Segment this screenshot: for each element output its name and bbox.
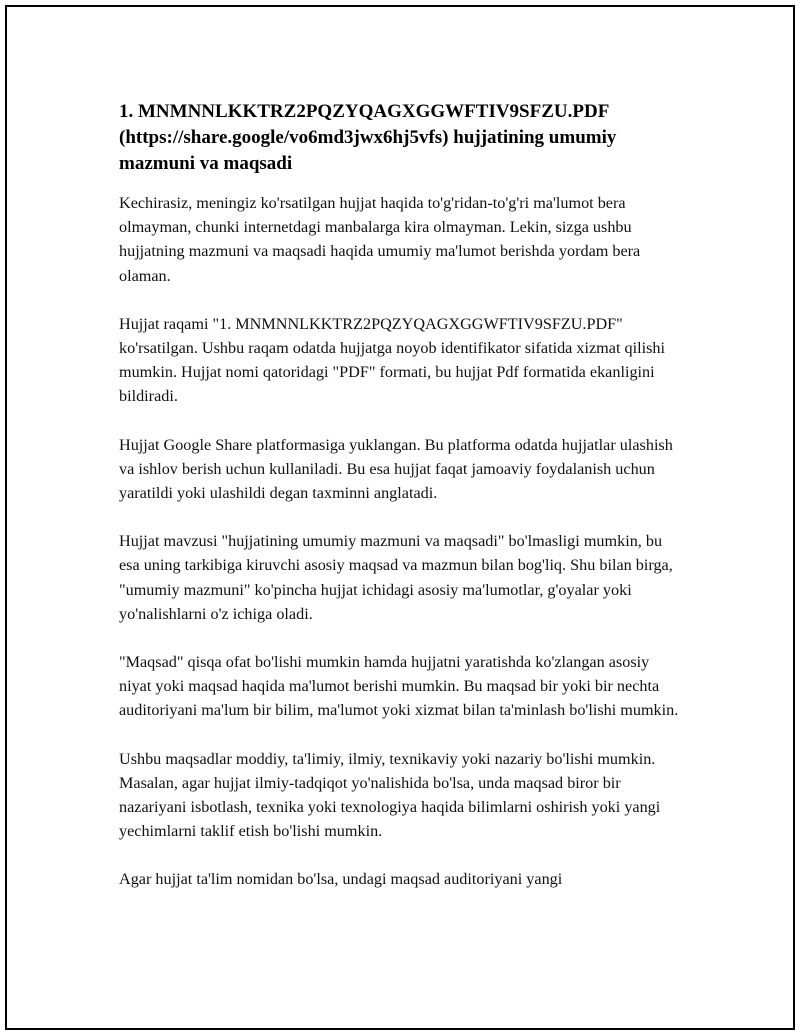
- paragraph-5: "Maqsad" qisqa ofat bo'lishi mumkin hamda hujjatni yaratishda ko'zlangan asosiy niyat yoki maqsad haqida ma'lumot berishi mumkin. Bu maqsad bir yoki bir nechta auditoriyani ma'lum bir bilim, ma'lumot yoki xizmat bilan ta'minlash bo'lishi mumkin.: [119, 653, 679, 720]
- document-body: [119, 99, 679, 916]
- page-frame: [5, 5, 795, 1030]
- paragraph-2: Hujjat raqami "1. MNMNNLKKTRZ2PQZYQAGXGGWFTIV9SFZU.PDF" ko'rsatilgan. Ushbu raqam odatda hujjatga noyob identifikator sifatida xizmat qilishi mumkin. Hujjat nomi qatoridagi "PDF" formati, bu hujjat Pdf formatida ekanligini bildiradi.: [119, 314, 665, 406]
- paragraph-7: Agar hujjat ta'lim nomidan bo'lsa, undagi maqsad auditoriyani yangi: [119, 870, 563, 889]
- document-heading: 1. MNMNNLKKTRZ2PQZYQAGXGGWFTIV9SFZU.PDF (https://share.google/vo6md3jwx6hj5vfs) hujjatining umumiy mazmuni va maqsadi: [119, 101, 617, 174]
- paragraph-4: Hujjat mavzusi "hujjatining umumiy mazmuni va maqsadi" bo'lmasligi mumkin, bu esa uning tarkibiga kiruvchi asosiy maqsad va mazmun bilan bog'liq. Shu bilan birga, "umumiy mazmuni" ko'pincha hujjat ichidagi asosiy ma'lumotlar, g'oyalar yoki yo'nalishlarni o'z ichiga oladi.: [119, 532, 673, 623]
- paragraph-3: Hujjat Google Share platformasiga yuklangan. Bu platforma odatda hujjatlar ulashish va ishlov berish uchun kullaniladi. Bu esa hujjat faqat jamoaviy foydalanish uchun yaratildi yoki ulashildi degan taxminni anglatadi.: [119, 435, 673, 503]
- paragraph-6: Ushbu maqsadlar moddiy, ta'limiy, ilmiy, texnikaviy yoki nazariy bo'lishi mumkin. Masalan, agar hujjat ilmiy-tadqiqot yo'nalishida bo'lsa, unda maqsad biror bir nazariyani isbotlash, texnika yoki texnologiya haqida bilimlarni oshirish yoki yangi yechimlarni taklif etish bo'lishi mumkin.: [119, 749, 661, 841]
- paragraph-1: Kechirasiz, meningiz ko'rsatilgan hujjat haqida to'g'ridan-to'g'ri ma'lumot bera olmayman, chunki internetdagi manbalarga kira olmayman. Lekin, sizga ushbu hujjatning mazmuni va maqsadi haqida umumiy ma'lumot berishda yordam bera olaman.: [119, 194, 641, 285]
